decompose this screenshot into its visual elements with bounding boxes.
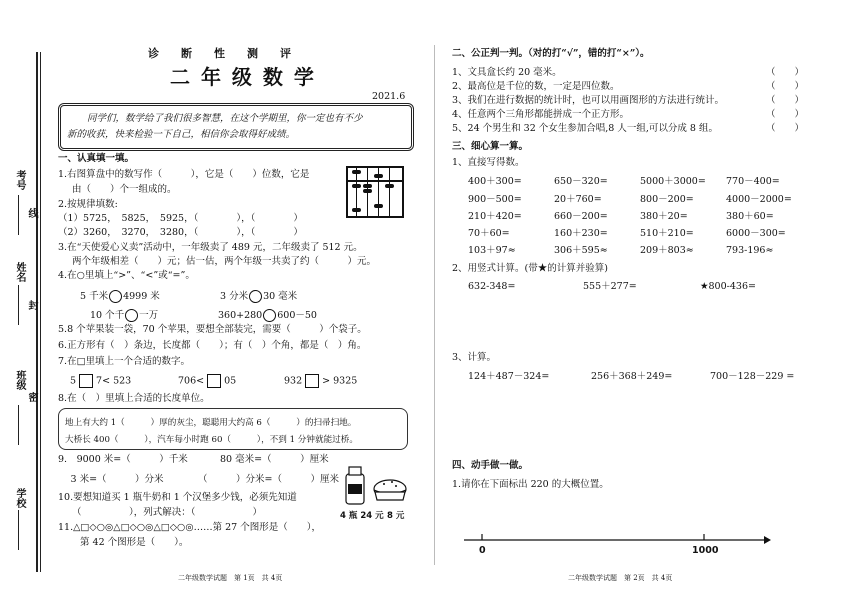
q8-box-line-2: 大桥长 400（ ），汽车每小时跑 60（ ），不到 1 分钟就能过桥。 bbox=[65, 435, 358, 445]
direct-calc-item: 6000－300= bbox=[726, 228, 786, 239]
judge-item-5: 5、24 个男生和 32 个女生参加合唱,8 人一组,可以分成 8 组。 bbox=[452, 123, 718, 134]
blank-line bbox=[18, 510, 19, 550]
q9-line-2-left: 3 米=（ ）分米 bbox=[58, 474, 164, 485]
footer-page-2: 二年级数学试题 第 2页 共 4页 bbox=[568, 574, 673, 582]
judge-item-4: 4、任意两个三角形都能拼成一个正方形。 bbox=[452, 109, 630, 120]
direct-calc-item: 20＋760= bbox=[554, 194, 602, 205]
direct-calc-item: 160＋230= bbox=[554, 228, 608, 239]
secret-label: 密 bbox=[26, 392, 37, 402]
exam-subtitle: 诊 断 性 测 评 bbox=[148, 47, 291, 60]
q10-line-b: （ ），列式解决：（ ） bbox=[72, 507, 263, 518]
intro-line-1: 同学们，数学给了我们很多智慧，在这个学期里，你一定也有不少 bbox=[87, 113, 363, 124]
numberline-end-label: 1000 bbox=[692, 545, 719, 556]
judge-item-2: 2、最高位是千位的数，一定是四位数。 bbox=[452, 81, 620, 92]
blank-line bbox=[18, 195, 19, 235]
q8-box-line-1: 地上有大约 1（ ）厚的灰尘，聪聪用大约高 6（ ）的扫帚扫地。 bbox=[65, 418, 357, 428]
direct-calc-item: 4000－2000= bbox=[726, 194, 792, 205]
q4-item-2: 3 分米 30 毫米 bbox=[220, 291, 298, 302]
section3-heading: 三、细心算一算。 bbox=[452, 141, 529, 152]
q8-box bbox=[58, 408, 408, 450]
class-label: 班级 bbox=[14, 370, 25, 390]
calc-item: 124＋487－324= bbox=[468, 371, 550, 382]
q7-heading: 7.在□里填上一个合适的数字。 bbox=[58, 356, 191, 367]
judge-item-1: 1、文具盒长约 20 毫米。 bbox=[452, 67, 562, 78]
section4-heading: 四、动手做一做。 bbox=[452, 460, 529, 471]
direct-calc-item: 900－500= bbox=[468, 194, 522, 205]
q4-heading: 4.在○里填上“>”、“<”或“=”。 bbox=[58, 270, 195, 281]
burger-price: 8 元 bbox=[387, 511, 405, 521]
q1-line-b: 由（ ）个一组成的。 bbox=[72, 184, 177, 195]
footer-page-1: 二年级数学试题 第 1页 共 4页 bbox=[178, 574, 283, 582]
q2-line-2: （2）3260， 3270， 3280，（ ），（ ） bbox=[58, 227, 303, 238]
exam-title: 二 年 级 数 学 bbox=[170, 65, 316, 89]
judge-item-3: 3、我们在进行数据的统计时，也可以用画图形的方法进行统计。 bbox=[452, 95, 725, 106]
direct-calc-item: 210＋420= bbox=[468, 211, 522, 222]
q7-item-1: 5 7< 523 bbox=[70, 375, 132, 387]
q1-line-a: 1.右图算盘中的数写作（ ），它是（ ）位数，它是 bbox=[58, 169, 310, 180]
judge-paren-5[interactable]: （ ） bbox=[766, 123, 805, 134]
direct-calc-item: 770－400= bbox=[726, 176, 780, 187]
q2-line-1: （1）5725， 5825， 5925，（ ），（ ） bbox=[58, 213, 303, 224]
q4-item-3: 10 个千 一万 bbox=[90, 310, 159, 321]
direct-calc-item: 103＋97≈ bbox=[468, 245, 516, 256]
q3-line-b: 两个年级相差（ ）元；估一估，两个年级一共卖了约（ ）元。 bbox=[72, 256, 377, 267]
vertical-calc-item: 632-348= bbox=[468, 281, 516, 292]
direct-calc-item: 400＋300= bbox=[468, 176, 522, 187]
judge-paren-2[interactable]: （ ） bbox=[766, 81, 805, 92]
direct-calc-item: 660－200= bbox=[554, 211, 608, 222]
abacus-image bbox=[346, 166, 404, 218]
calc-item: 256＋368＋249= bbox=[591, 371, 673, 382]
vertical-calc-item: 555＋277= bbox=[583, 281, 637, 292]
margin-rule bbox=[36, 52, 38, 572]
blank-line bbox=[18, 285, 19, 325]
q4-item-1: 5 千米 4999 米 bbox=[80, 291, 160, 302]
intro-line-2: 新的收获，快来检验一下自己，相信你会取得好成绩。 bbox=[67, 129, 296, 140]
exam-date: 2021.6 bbox=[372, 91, 406, 102]
q9-line-1-right: 80 毫米=（ ）厘米 bbox=[220, 454, 329, 465]
q6: 6.正方形有（ ）条边，长度都（ ）；有（ ）个角，都是（ ）角。 bbox=[58, 340, 367, 351]
q5: 5.8 个苹果装一袋，70 个苹果，要想全部装完，需要（ ）个袋子。 bbox=[58, 324, 367, 335]
judge-paren-4[interactable]: （ ） bbox=[766, 109, 805, 120]
seal-label: 封 bbox=[26, 300, 37, 310]
intro-box bbox=[58, 103, 414, 151]
direct-calc-item: 793-196≈ bbox=[726, 245, 774, 256]
q4-item-4: 360+280 600－50 bbox=[218, 310, 317, 321]
number-line[interactable] bbox=[460, 528, 772, 552]
name-label: 姓名 bbox=[14, 262, 25, 282]
calc-item: 700－128－229 = bbox=[710, 371, 795, 382]
direct-calc-item: 510＋210= bbox=[640, 228, 694, 239]
direct-calc-heading: 1、直接写得数。 bbox=[452, 157, 525, 168]
vertical-calc-item: ★800-436= bbox=[700, 281, 756, 292]
q8-heading: 8.在（ ）里填上合适的长度单位。 bbox=[58, 393, 210, 404]
q7-item-2: 706< 05 bbox=[178, 375, 237, 387]
direct-calc-item: 800－200= bbox=[640, 194, 694, 205]
vertical-calc-heading: 2、用竖式计算。(带★的计算并验算) bbox=[452, 263, 608, 274]
line-label: 线 bbox=[26, 208, 37, 218]
margin-rule bbox=[40, 52, 41, 572]
milk-and-burger-image bbox=[338, 462, 410, 510]
q11-line-b: 第 42 个图形是（ ）。 bbox=[80, 537, 189, 548]
direct-calc-item: 380＋20= bbox=[640, 211, 688, 222]
q11-line-a: 11.△□◇○◎△□◇○◎△□◇○◎……第 27 个图形是（ ）， bbox=[58, 522, 321, 533]
numberline-question: 1.请你在下面标出 220 的大概位置。 bbox=[452, 479, 609, 490]
exam-number-label: 考号 bbox=[14, 170, 25, 190]
page-divider bbox=[434, 45, 435, 565]
q3-line-a: 3.在“天使爱心义卖”活动中，一年级卖了 489 元，二年级卖了 512 元。 bbox=[58, 242, 363, 253]
direct-calc-item: 209＋803≈ bbox=[640, 245, 694, 256]
q2-heading: 2.按规律填数: bbox=[58, 199, 118, 210]
q7-item-3: 932 > 9325 bbox=[284, 375, 358, 387]
q9-line-2-right: （ ）分米=（ ）厘米 bbox=[198, 474, 339, 485]
direct-calc-item: 70＋60= bbox=[468, 228, 510, 239]
q9-line-1-left: 9. 9000 米=（ ）千米 bbox=[58, 454, 188, 465]
blank-line bbox=[18, 405, 19, 445]
section1-heading: 一、认真填一填。 bbox=[58, 153, 135, 164]
school-label: 学校 bbox=[14, 488, 25, 508]
calc-heading: 3、计算。 bbox=[452, 352, 497, 363]
direct-calc-item: 380＋60= bbox=[726, 211, 774, 222]
section2-heading: 二、公正判一判。（对的打“√”，错的打“×”）。 bbox=[452, 48, 650, 59]
q10-line-a: 10.要想知道买 1 瓶牛奶和 1 个汉堡多少钱，必须先知道 bbox=[58, 492, 297, 503]
milk-price: 4 瓶 24 元 bbox=[340, 511, 384, 521]
direct-calc-item: 306＋595≈ bbox=[554, 245, 608, 256]
judge-paren-3[interactable]: （ ） bbox=[766, 95, 805, 106]
judge-paren-1[interactable]: （ ） bbox=[766, 67, 805, 78]
direct-calc-item: 5000＋3000= bbox=[640, 176, 706, 187]
numberline-start-label: 0 bbox=[479, 545, 486, 556]
direct-calc-item: 650－320= bbox=[554, 176, 608, 187]
